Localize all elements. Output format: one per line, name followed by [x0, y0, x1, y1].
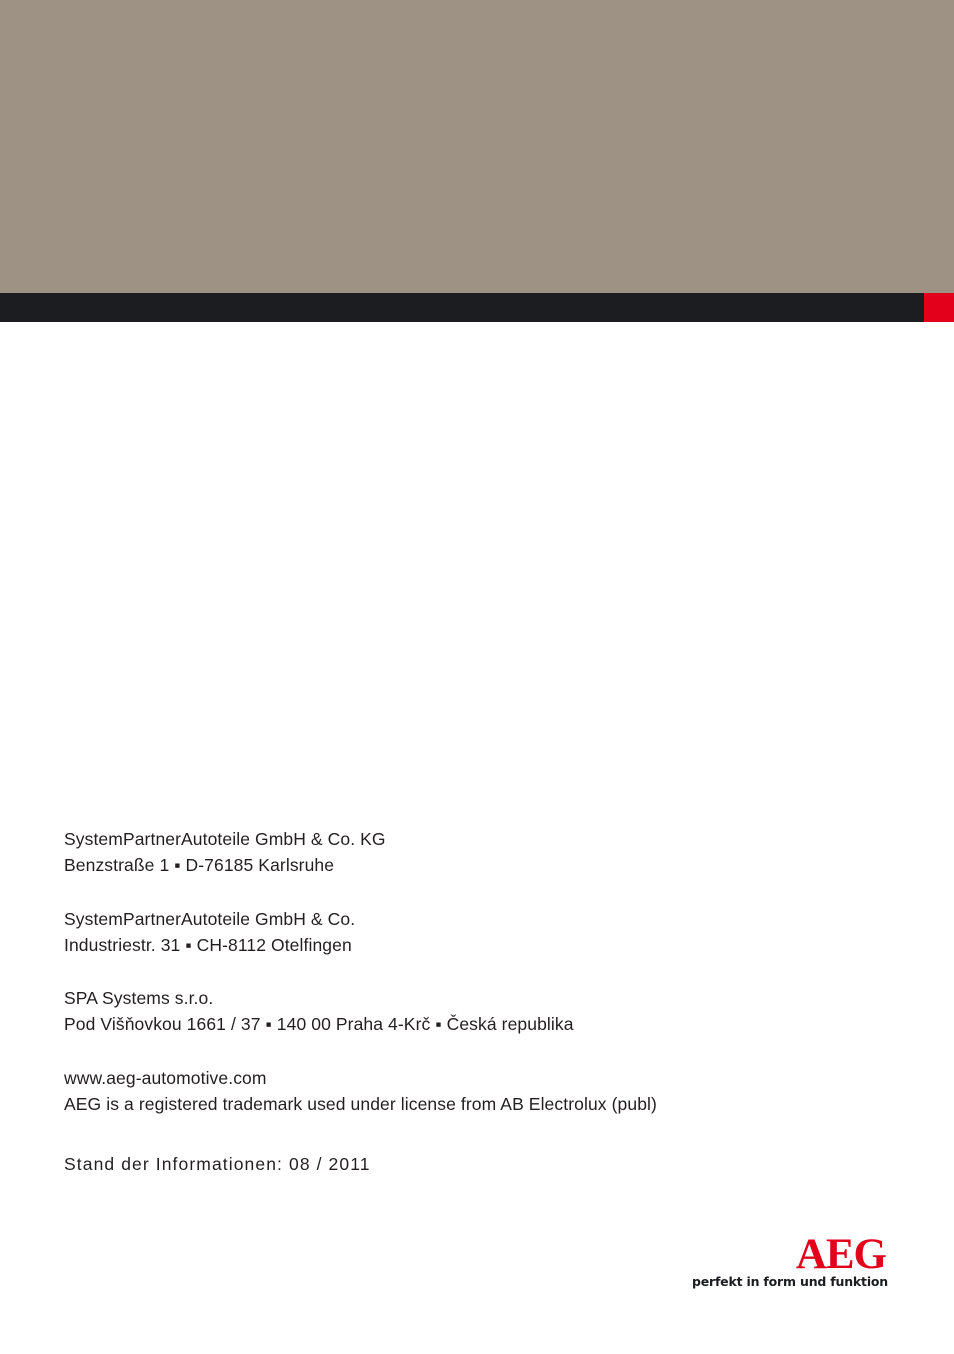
aeg-wordmark: AEG: [795, 1232, 886, 1272]
aeg-wordmark-icon: [768, 1232, 888, 1272]
company-address: Benzstraße 1 ▪ D-76185 Karlsruhe: [64, 855, 335, 875]
aeg-logo: [691, 1232, 894, 1294]
red-accent-tab: [924, 293, 954, 322]
information-status: Stand der Informationen: 08 / 2011: [64, 1154, 371, 1174]
trademark-notice: AEG is a registered trademark used under license from AB Electrolux (publ): [64, 1094, 657, 1114]
logo-tagline: perfekt in form und funktion: [691, 1274, 888, 1289]
website-link[interactable]: www.aeg-automotive.com: [64, 1068, 267, 1088]
company-name: SystemPartnerAutoteile GmbH & Co. KG: [64, 829, 386, 849]
address-karlsruhe: [64, 826, 784, 878]
company-address: Pod Višňovkou 1661 / 37 ▪ 140 00 Praha 4-Krč ▪ Česká republika: [64, 1014, 574, 1034]
company-name: SPA Systems s.r.o.: [64, 988, 214, 1008]
company-name: SystemPartnerAutoteile GmbH & Co.: [64, 909, 356, 929]
web-and-trademark: [64, 1065, 784, 1117]
address-praha: [64, 985, 784, 1037]
company-address: Industriestr. 31 ▪ CH-8112 Otelfingen: [64, 935, 352, 955]
address-otelfingen: [64, 906, 784, 958]
top-color-band: [0, 0, 954, 293]
dark-divider-bar: [0, 293, 924, 322]
